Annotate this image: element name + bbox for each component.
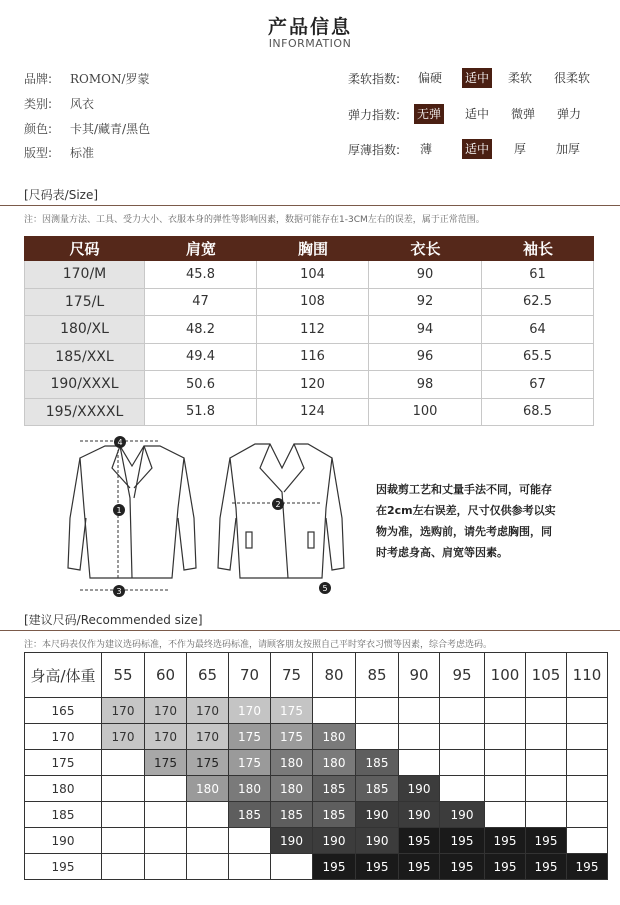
size-header-cell: 尺码 bbox=[69, 240, 100, 258]
height-label-cell: 190 bbox=[25, 828, 102, 854]
recommend-cell: 195 bbox=[440, 854, 485, 880]
height-label-cell: 180 bbox=[25, 776, 102, 802]
recommend-section-title: [建议尺码/Recommended size] bbox=[24, 613, 203, 627]
corner-cell: 身高/体重 bbox=[25, 653, 102, 698]
recommend-cell bbox=[440, 698, 485, 724]
height-label-cell: 165 bbox=[25, 698, 102, 724]
size-value-cell: 98 bbox=[369, 371, 482, 398]
recommend-cell: 190 bbox=[313, 828, 356, 854]
recommend-cell bbox=[102, 854, 145, 880]
info-label: 版型: bbox=[24, 146, 53, 160]
height-label-cell: 175 bbox=[25, 750, 102, 776]
size-value-cell: 48.2 bbox=[145, 316, 257, 343]
info-label: 类别: bbox=[24, 97, 53, 111]
index-label: 柔软指数: bbox=[348, 72, 401, 86]
recommend-cell: 185 bbox=[356, 750, 399, 776]
divider bbox=[0, 205, 620, 206]
recommend-cell bbox=[399, 750, 440, 776]
index-option: 弹力 bbox=[557, 107, 582, 121]
recommend-row bbox=[25, 698, 608, 724]
recommend-cell bbox=[229, 854, 271, 880]
measure-lines bbox=[80, 441, 322, 590]
size-table-row bbox=[24, 289, 594, 317]
size-label-cell: 190/XXXL bbox=[24, 371, 145, 398]
diagram-description: 因裁剪工艺和丈量手法不同，可能存在2cm左右误差，尺寸仅供参考以实物为准，选购前，请先考虑胸围，同时考虑身高、肩宽等因素。 bbox=[376, 483, 556, 559]
index-thickness bbox=[348, 139, 608, 159]
recommend-row bbox=[25, 776, 608, 802]
size-value-cell: 92 bbox=[369, 289, 482, 316]
recommend-cell: 170 bbox=[102, 724, 145, 750]
coat-front-illustration bbox=[68, 446, 196, 578]
recommend-cell: 170 bbox=[229, 698, 271, 724]
recommend-cell: 190 bbox=[399, 776, 440, 802]
recommend-cell bbox=[526, 802, 567, 828]
info-color bbox=[24, 120, 150, 137]
recommend-cell: 170 bbox=[102, 698, 145, 724]
index-option: 适中 bbox=[465, 107, 490, 121]
size-table-row bbox=[24, 371, 594, 399]
marker-dots bbox=[113, 436, 331, 597]
index-option-selected: 无弹 bbox=[414, 104, 444, 124]
size-table-header bbox=[24, 236, 594, 261]
size-value-cell: 65.5 bbox=[482, 344, 594, 371]
index-option: 薄 bbox=[420, 142, 433, 156]
index-option: 柔软 bbox=[508, 71, 533, 85]
recommend-cell: 175 bbox=[229, 750, 271, 776]
weight-header-cell: 65 bbox=[187, 653, 229, 698]
recommend-cell bbox=[187, 854, 229, 880]
recommend-cell: 175 bbox=[187, 750, 229, 776]
recommend-cell: 190 bbox=[399, 802, 440, 828]
recommend-cell: 195 bbox=[399, 828, 440, 854]
weight-header-cell: 110 bbox=[567, 653, 608, 698]
height-label-cell: 170 bbox=[25, 724, 102, 750]
recommend-cell bbox=[145, 776, 187, 802]
recommend-cell: 190 bbox=[356, 802, 399, 828]
index-label: 弹力指数: bbox=[348, 108, 401, 122]
recommend-cell bbox=[526, 724, 567, 750]
weight-header-cell: 85 bbox=[356, 653, 399, 698]
recommend-cell: 185 bbox=[313, 802, 356, 828]
recommend-cell: 175 bbox=[271, 698, 313, 724]
index-option: 厚 bbox=[514, 142, 527, 156]
index-label: 厚薄指数: bbox=[348, 143, 401, 157]
size-table-row bbox=[24, 399, 594, 427]
size-value-cell: 108 bbox=[257, 289, 369, 316]
recommend-cell: 180 bbox=[313, 724, 356, 750]
index-option-selected: 适中 bbox=[462, 139, 492, 159]
size-table-row bbox=[24, 261, 594, 289]
index-softness bbox=[348, 68, 608, 88]
size-value-cell: 64 bbox=[482, 316, 594, 343]
info-fit bbox=[24, 144, 94, 161]
recommend-cell bbox=[485, 698, 526, 724]
weight-header-cell: 70 bbox=[229, 653, 271, 698]
size-value-cell: 100 bbox=[369, 399, 482, 426]
recommend-header-row bbox=[25, 653, 608, 698]
size-value-cell: 124 bbox=[257, 399, 369, 426]
marker-1: 1 bbox=[116, 506, 122, 515]
size-section-title: [尺码表/Size] bbox=[24, 188, 99, 202]
weight-header-cell: 60 bbox=[145, 653, 187, 698]
recommend-cell: 180 bbox=[313, 750, 356, 776]
weight-header-cell: 95 bbox=[440, 653, 485, 698]
recommend-cell: 195 bbox=[526, 854, 567, 880]
size-header-cell: 肩宽 bbox=[185, 240, 216, 258]
recommend-cell bbox=[102, 750, 145, 776]
recommend-cell bbox=[271, 854, 313, 880]
recommend-cell bbox=[526, 776, 567, 802]
info-label: 品牌: bbox=[24, 72, 53, 86]
size-value-cell: 45.8 bbox=[145, 261, 257, 288]
info-value: 风衣 bbox=[70, 97, 95, 111]
index-option: 加厚 bbox=[556, 142, 581, 156]
size-value-cell: 96 bbox=[369, 344, 482, 371]
recommend-cell bbox=[102, 802, 145, 828]
index-option: 很柔软 bbox=[554, 71, 591, 85]
height-label-cell: 185 bbox=[25, 802, 102, 828]
size-value-cell: 50.6 bbox=[145, 371, 257, 398]
recommend-cell bbox=[567, 776, 608, 802]
recommend-cell bbox=[485, 776, 526, 802]
index-elasticity bbox=[348, 104, 608, 124]
recommend-cell bbox=[567, 828, 608, 854]
recommend-row bbox=[25, 802, 608, 828]
recommend-cell: 170 bbox=[145, 698, 187, 724]
recommend-cell: 180 bbox=[271, 750, 313, 776]
recommend-cell bbox=[485, 802, 526, 828]
size-value-cell: 68.5 bbox=[482, 399, 594, 426]
recommend-cell: 195 bbox=[567, 854, 608, 880]
recommend-cell: 170 bbox=[187, 724, 229, 750]
recommend-cell: 190 bbox=[356, 828, 399, 854]
recommend-cell: 185 bbox=[229, 802, 271, 828]
size-label-cell: 175/L bbox=[24, 289, 145, 316]
size-value-cell: 90 bbox=[369, 261, 482, 288]
recommend-cell: 190 bbox=[271, 828, 313, 854]
size-header-cell: 衣长 bbox=[410, 240, 441, 258]
recommend-cell bbox=[567, 750, 608, 776]
recommend-cell: 180 bbox=[271, 776, 313, 802]
recommend-row bbox=[25, 828, 608, 854]
recommend-cell bbox=[526, 750, 567, 776]
info-category bbox=[24, 95, 94, 112]
recommend-cell: 180 bbox=[187, 776, 229, 802]
recommend-cell: 185 bbox=[356, 776, 399, 802]
recommend-cell bbox=[229, 828, 271, 854]
recommend-cell bbox=[440, 724, 485, 750]
recommend-cell: 195 bbox=[485, 854, 526, 880]
recommend-cell: 185 bbox=[313, 776, 356, 802]
recommend-cell bbox=[187, 802, 229, 828]
size-table-row bbox=[24, 344, 594, 372]
recommend-cell bbox=[485, 750, 526, 776]
recommend-cell bbox=[187, 828, 229, 854]
size-label-cell: 185/XXL bbox=[24, 344, 145, 371]
recommend-cell bbox=[567, 698, 608, 724]
recommend-cell bbox=[399, 724, 440, 750]
size-value-cell: 116 bbox=[257, 344, 369, 371]
recommend-cell bbox=[440, 776, 485, 802]
recommend-cell: 195 bbox=[440, 828, 485, 854]
index-option: 偏硬 bbox=[418, 71, 443, 85]
size-label-cell: 195/XXXXL bbox=[24, 399, 145, 426]
size-value-cell: 67 bbox=[482, 371, 594, 398]
size-table-body bbox=[24, 261, 594, 426]
recommend-cell: 175 bbox=[145, 750, 187, 776]
size-value-cell: 112 bbox=[257, 316, 369, 343]
index-option: 微弹 bbox=[511, 107, 536, 121]
info-label: 颜色: bbox=[24, 122, 53, 136]
size-label-cell: 180/XL bbox=[24, 316, 145, 343]
recommend-cell: 170 bbox=[187, 698, 229, 724]
info-value: 卡其/藏青/黑色 bbox=[70, 122, 151, 136]
recommend-note: 注：本尺码表仅作为建议选码标准，不作为最终选码标准，请顾客朋友按照自己平时穿衣习惯等因素，综合考虑选码。 bbox=[24, 640, 493, 650]
recommend-cell: 195 bbox=[485, 828, 526, 854]
recommend-cell bbox=[356, 698, 399, 724]
recommend-cell bbox=[567, 724, 608, 750]
recommend-cell bbox=[356, 724, 399, 750]
recommend-row bbox=[25, 724, 608, 750]
recommend-cell: 170 bbox=[145, 724, 187, 750]
recommend-cell bbox=[526, 698, 567, 724]
marker-4: 4 bbox=[117, 438, 123, 447]
recommend-cell bbox=[102, 776, 145, 802]
size-value-cell: 51.8 bbox=[145, 399, 257, 426]
recommend-row bbox=[25, 750, 608, 776]
recommend-table bbox=[24, 652, 608, 880]
marker-5: 5 bbox=[322, 584, 328, 593]
size-value-cell: 61 bbox=[482, 261, 594, 288]
recommend-cell bbox=[102, 828, 145, 854]
recommend-cell bbox=[567, 802, 608, 828]
recommend-cell bbox=[399, 698, 440, 724]
recommend-cell: 175 bbox=[271, 724, 313, 750]
marker-3: 3 bbox=[116, 587, 122, 596]
recommend-cell bbox=[145, 802, 187, 828]
recommend-cell: 195 bbox=[399, 854, 440, 880]
recommend-cell: 195 bbox=[356, 854, 399, 880]
size-value-cell: 94 bbox=[369, 316, 482, 343]
weight-header-cell: 100 bbox=[485, 653, 526, 698]
recommend-cell bbox=[145, 828, 187, 854]
recommend-row bbox=[25, 854, 608, 880]
size-header-cell: 袖长 bbox=[522, 240, 553, 258]
size-value-cell: 62.5 bbox=[482, 289, 594, 316]
recommend-cell: 180 bbox=[229, 776, 271, 802]
weight-header-cell: 55 bbox=[102, 653, 145, 698]
page-title: 产品信息 bbox=[267, 16, 352, 38]
measurement-diagram bbox=[60, 428, 350, 603]
info-value: 标准 bbox=[70, 146, 95, 160]
index-option-selected: 适中 bbox=[462, 68, 492, 88]
marker-2: 2 bbox=[275, 500, 281, 509]
size-header-cell: 胸围 bbox=[297, 240, 328, 258]
height-label-cell: 195 bbox=[25, 854, 102, 880]
size-value-cell: 120 bbox=[257, 371, 369, 398]
recommend-cell: 195 bbox=[526, 828, 567, 854]
recommend-cell bbox=[440, 750, 485, 776]
weight-header-cell: 90 bbox=[399, 653, 440, 698]
info-value: ROMON/罗蒙 bbox=[70, 72, 150, 86]
weight-header-cell: 105 bbox=[526, 653, 567, 698]
size-label-cell: 170/M bbox=[24, 261, 145, 288]
weight-header-cell: 80 bbox=[313, 653, 356, 698]
recommend-cell: 175 bbox=[229, 724, 271, 750]
size-table-row bbox=[24, 316, 594, 344]
recommend-cell bbox=[145, 854, 187, 880]
page-subtitle: INFORMATION bbox=[268, 37, 352, 50]
size-value-cell: 104 bbox=[257, 261, 369, 288]
divider bbox=[0, 630, 620, 631]
recommend-cell: 185 bbox=[271, 802, 313, 828]
size-value-cell: 49.4 bbox=[145, 344, 257, 371]
recommend-cell: 195 bbox=[313, 854, 356, 880]
size-note: 注：因测量方法、工具、受力大小、衣服本身的弹性等影响因素，数据可能存在1-3CM左右的误差，属于正常范围。 bbox=[24, 215, 485, 225]
info-brand bbox=[24, 70, 150, 87]
size-value-cell: 47 bbox=[145, 289, 257, 316]
recommend-cell: 190 bbox=[440, 802, 485, 828]
recommend-cell bbox=[313, 698, 356, 724]
weight-header-cell: 75 bbox=[271, 653, 313, 698]
recommend-cell bbox=[485, 724, 526, 750]
coat-open-illustration bbox=[218, 444, 344, 578]
